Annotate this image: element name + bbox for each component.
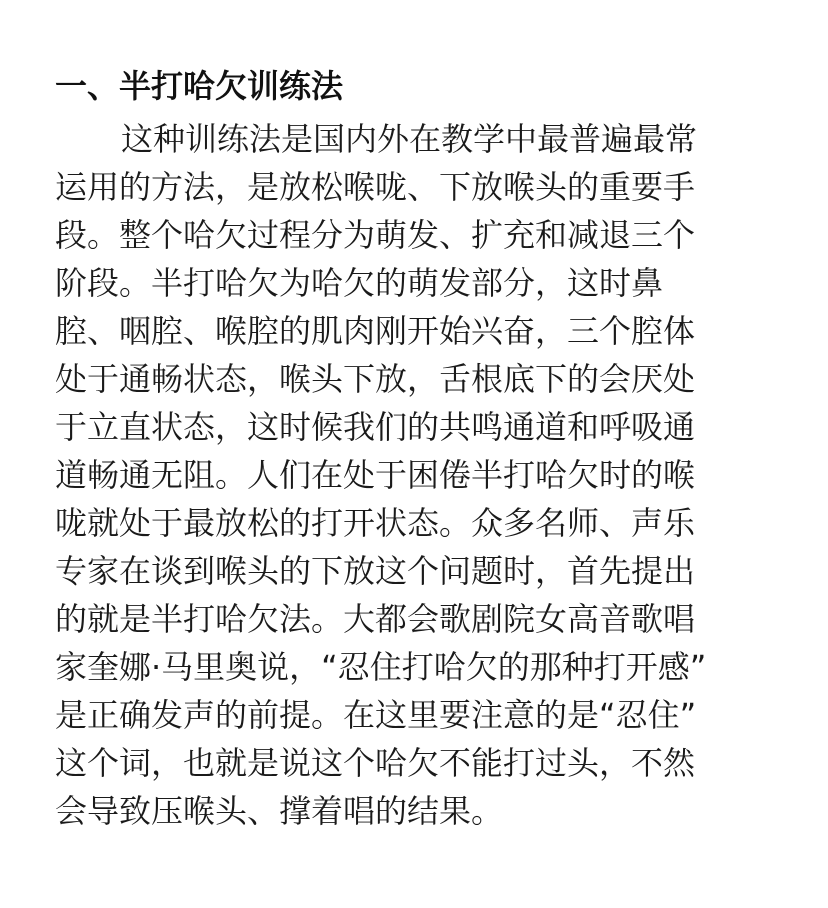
paragraph-line: 阶段。半打哈欠为哈欠的萌发部分，这时鼻	[55, 264, 664, 302]
paragraph-line: 处于通畅状态，喉头下放，舌根底下的会厌处	[55, 360, 696, 398]
paragraph-line: 运用的方法，是放松喉咙、下放喉头的重要手	[55, 168, 696, 206]
paragraph-line: 的就是半打哈欠法。大都会歌剧院女高音歌唱	[55, 600, 696, 638]
paragraph-line: 道畅通无阻。人们在处于困倦半打哈欠时的喉	[55, 456, 696, 494]
paragraph-line: 于立直状态，这时候我们的共鸣通道和呼吸通	[55, 408, 696, 446]
body-paragraph	[55, 115, 775, 835]
paragraph-line: 会导致压喉头、撑着唱的结果。	[55, 792, 504, 830]
paragraph-line: 这个词，也就是说这个哈欠不能打过头，不然	[55, 744, 696, 782]
paragraph-line: 腔、咽腔、喉腔的肌肉刚开始兴奋，三个腔体	[55, 312, 696, 350]
section-heading: 一、半打哈欠训练法	[55, 67, 344, 105]
paragraph-line: 这种训练法是国内外在教学中最普遍最常	[121, 120, 698, 158]
paragraph-line: 专家在谈到喉头的下放这个问题时，首先提出	[55, 552, 696, 590]
paragraph-line: 咙就处于最放松的打开状态。众多名师、声乐	[55, 504, 696, 542]
paragraph-line: 是正确发声的前提。在这里要注意的是“忍住”	[55, 696, 697, 734]
paragraph-line: 段。整个哈欠过程分为萌发、扩充和减退三个	[55, 216, 696, 254]
paragraph-line: 家奎娜·马里奥说，“忍住打哈欠的那种打开感”	[55, 648, 707, 686]
